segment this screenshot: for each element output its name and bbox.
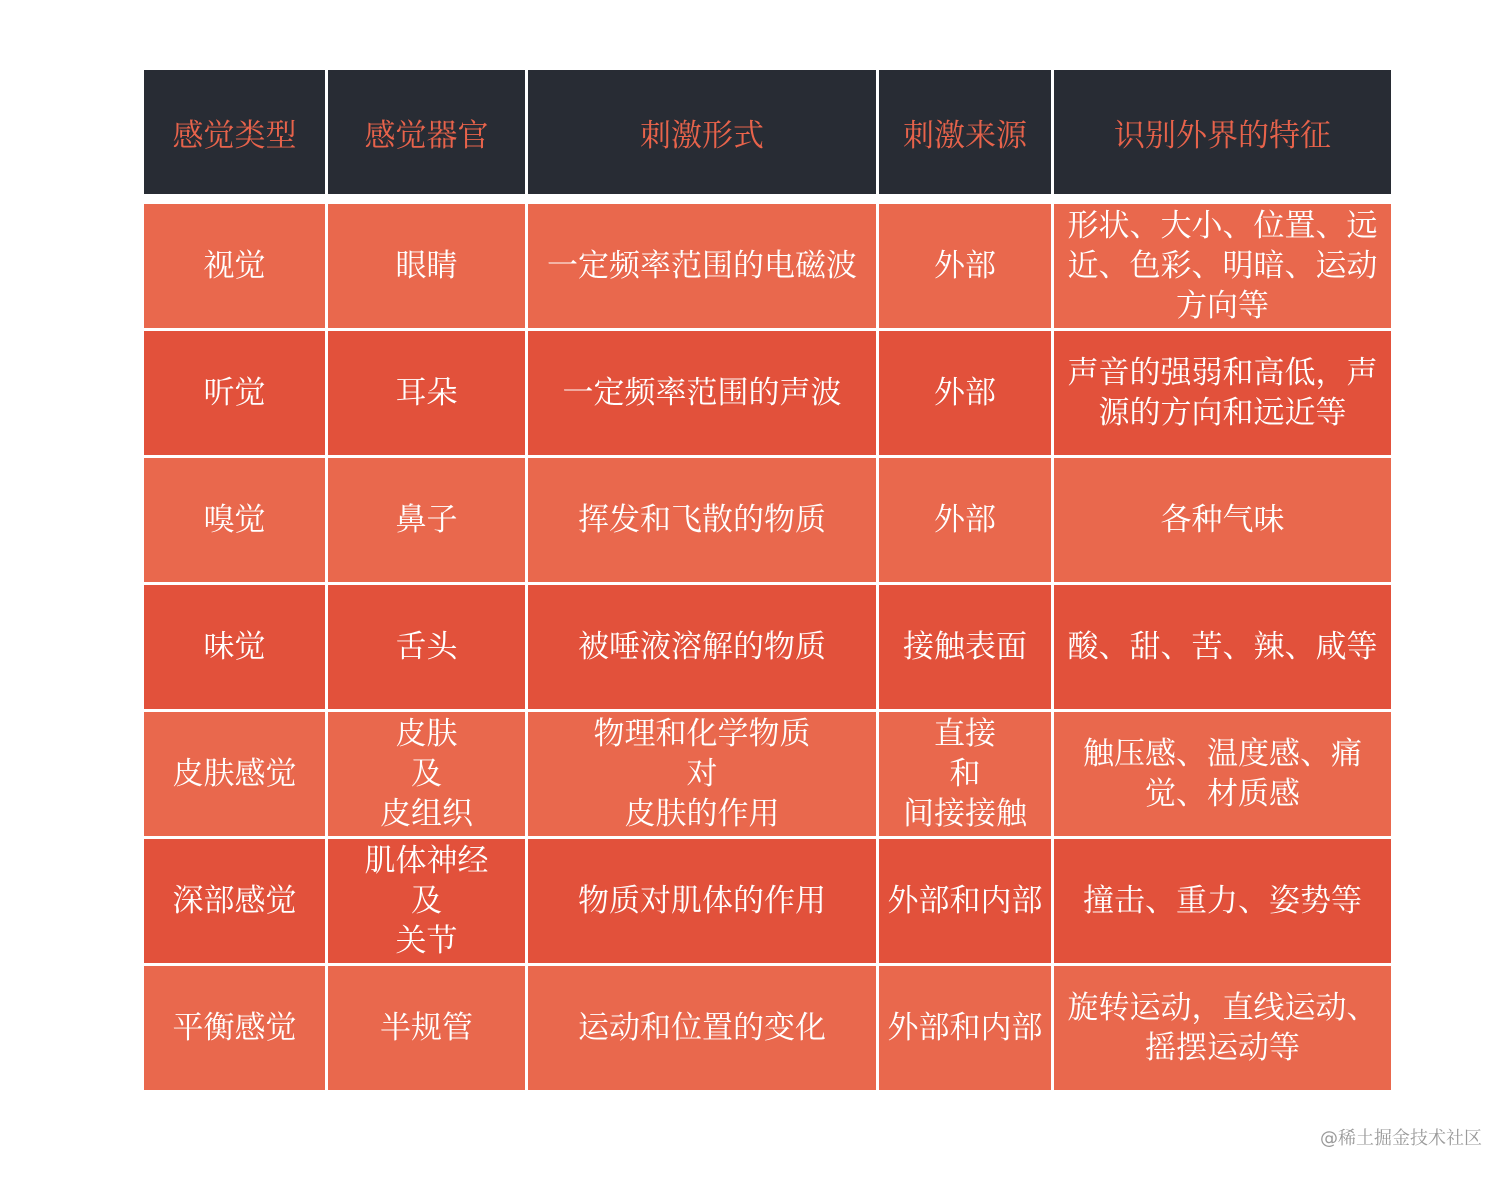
cell-stimulus-form: 挥发和飞散的物质 [527, 457, 878, 584]
cell-stimulus-form: 物质对肌体的作用 [527, 838, 878, 965]
cell-recognized-features: 触压感、温度感、痛觉、材质感 [1053, 711, 1393, 838]
table-row [143, 457, 1393, 584]
cell-recognized-features: 撞击、重力、姿势等 [1053, 838, 1393, 965]
cell-sensory-organ: 肌体神经 及 关节 [327, 838, 527, 965]
cell-stimulus-source: 外部 [878, 457, 1053, 584]
cell-recognized-features: 旋转运动，直线运动、摇摆运动等 [1053, 965, 1393, 1092]
table-row [143, 711, 1393, 838]
cell-sensory-organ: 耳朵 [327, 330, 527, 457]
cell-sensation-type: 听觉 [143, 330, 327, 457]
cell-stimulus-source: 接触表面 [878, 584, 1053, 711]
header-sensory-organ: 感觉器官 [327, 69, 527, 200]
header-stimulus-source: 刺激来源 [878, 69, 1053, 200]
cell-sensory-organ: 鼻子 [327, 457, 527, 584]
cell-stimulus-source: 外部和内部 [878, 838, 1053, 965]
cell-stimulus-source: 直接 和 间接接触 [878, 711, 1053, 838]
cell-sensation-type: 嗅觉 [143, 457, 327, 584]
cell-stimulus-source: 外部 [878, 330, 1053, 457]
cell-sensation-type: 平衡感觉 [143, 965, 327, 1092]
cell-stimulus-source: 外部和内部 [878, 965, 1053, 1092]
cell-sensation-type: 味觉 [143, 584, 327, 711]
table-row [143, 838, 1393, 965]
cell-stimulus-form: 运动和位置的变化 [527, 965, 878, 1092]
cell-stimulus-form: 被唾液溶解的物质 [527, 584, 878, 711]
cell-sensory-organ: 半规管 [327, 965, 527, 1092]
sensation-table [141, 67, 1394, 1093]
header-stimulus-form: 刺激形式 [527, 69, 878, 200]
cell-recognized-features: 声音的强弱和高低，声源的方向和远近等 [1053, 330, 1393, 457]
cell-sensation-type: 深部感觉 [143, 838, 327, 965]
table-row [143, 330, 1393, 457]
cell-stimulus-form: 一定频率范围的声波 [527, 330, 878, 457]
table-row [143, 584, 1393, 711]
cell-recognized-features: 形状、大小、位置、远近、色彩、明暗、运动方向等 [1053, 199, 1393, 330]
cell-stimulus-form: 物理和化学物质 对 皮肤的作用 [527, 711, 878, 838]
cell-sensation-type: 皮肤感觉 [143, 711, 327, 838]
table-row [143, 965, 1393, 1092]
watermark-text: @稀土掘金技术社区 [1320, 1128, 1482, 1149]
header-sensation-type: 感觉类型 [143, 69, 327, 200]
cell-recognized-features: 各种气味 [1053, 457, 1393, 584]
cell-recognized-features: 酸、甜、苦、辣、咸等 [1053, 584, 1393, 711]
cell-sensory-organ: 舌头 [327, 584, 527, 711]
cell-sensory-organ: 眼睛 [327, 199, 527, 330]
cell-sensory-organ: 皮肤 及 皮组织 [327, 711, 527, 838]
table-row [143, 199, 1393, 330]
cell-stimulus-form: 一定频率范围的电磁波 [527, 199, 878, 330]
cell-sensation-type: 视觉 [143, 199, 327, 330]
header-recognized-features: 识别外界的特征 [1053, 69, 1393, 200]
table-header-row [143, 69, 1393, 200]
cell-stimulus-source: 外部 [878, 199, 1053, 330]
